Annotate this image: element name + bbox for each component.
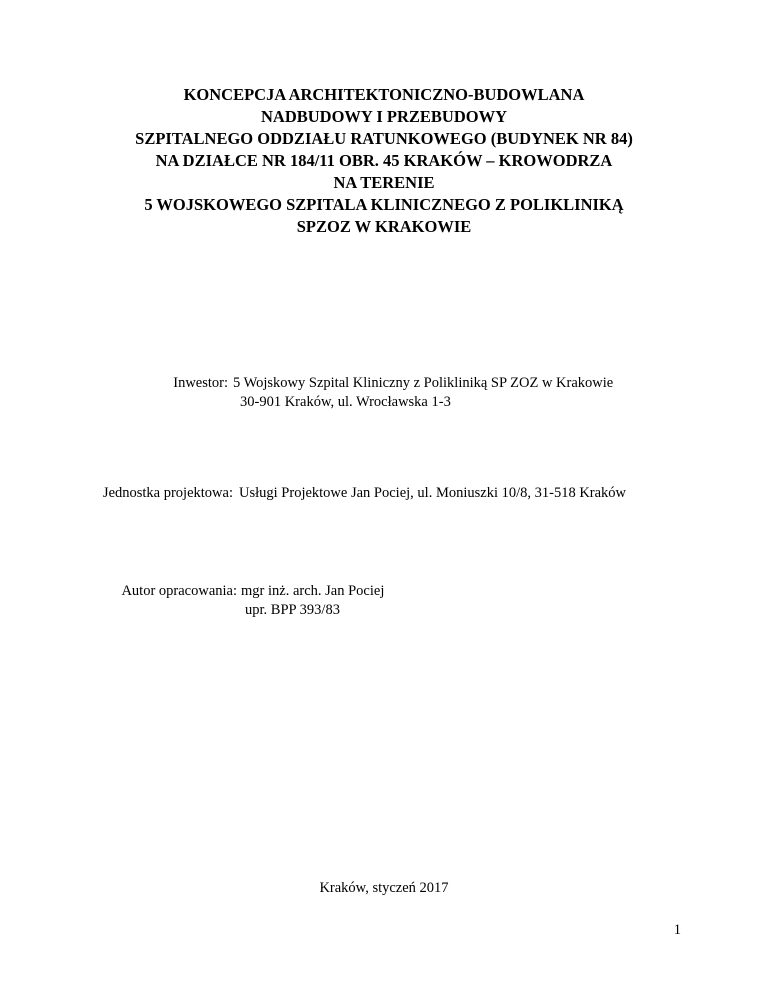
title-line-5: NA TERENIE <box>333 173 435 192</box>
investor-address: 30-901 Kraków, ul. Wrocławska 1-3 <box>240 394 451 410</box>
title-line-1: KONCEPCJA ARCHITEKTONICZNO-BUDOWLANA <box>183 85 585 104</box>
title-line-6: 5 WOJSKOWEGO SZPITALA KLINICZNEGO Z POLIKLINIKĄ <box>144 195 624 214</box>
investor-name: 5 Wojskowy Szpital Kliniczny z Polikliniką SP ZOZ w Krakowie <box>233 375 614 391</box>
design-unit-section <box>0 484 768 504</box>
author-label: Autor opracowania: <box>121 583 237 599</box>
author-section <box>0 582 768 622</box>
title-line-4: NA DZIAŁCE NR 184/11 OBR. 45 KRAKÓW – KROWODRZA <box>155 151 613 170</box>
place-and-date: Kraków, styczeń 2017 <box>319 880 449 896</box>
investor-section <box>0 374 768 414</box>
title-line-7: SPZOZ W KRAKOWIE <box>296 217 472 236</box>
author-name: mgr inż. arch. Jan Pociej <box>241 583 385 599</box>
investor-label: Inwestor: <box>173 375 228 391</box>
author-license: upr. BPP 393/83 <box>245 602 340 618</box>
page-number: 1 <box>673 922 681 938</box>
title-line-3: SZPITALNEGO ODDZIAŁU RATUNKOWEGO (BUDYNEK NR 84) <box>135 129 633 148</box>
design-unit-value: Usługi Projektowe Jan Pociej, ul. Moniuszki 10/8, 31-518 Kraków <box>239 485 627 501</box>
design-unit-label: Jednostka projektowa: <box>102 485 233 501</box>
title-line-2: NADBUDOWY I PRZEBUDOWY <box>261 107 507 126</box>
document-title <box>0 84 768 238</box>
